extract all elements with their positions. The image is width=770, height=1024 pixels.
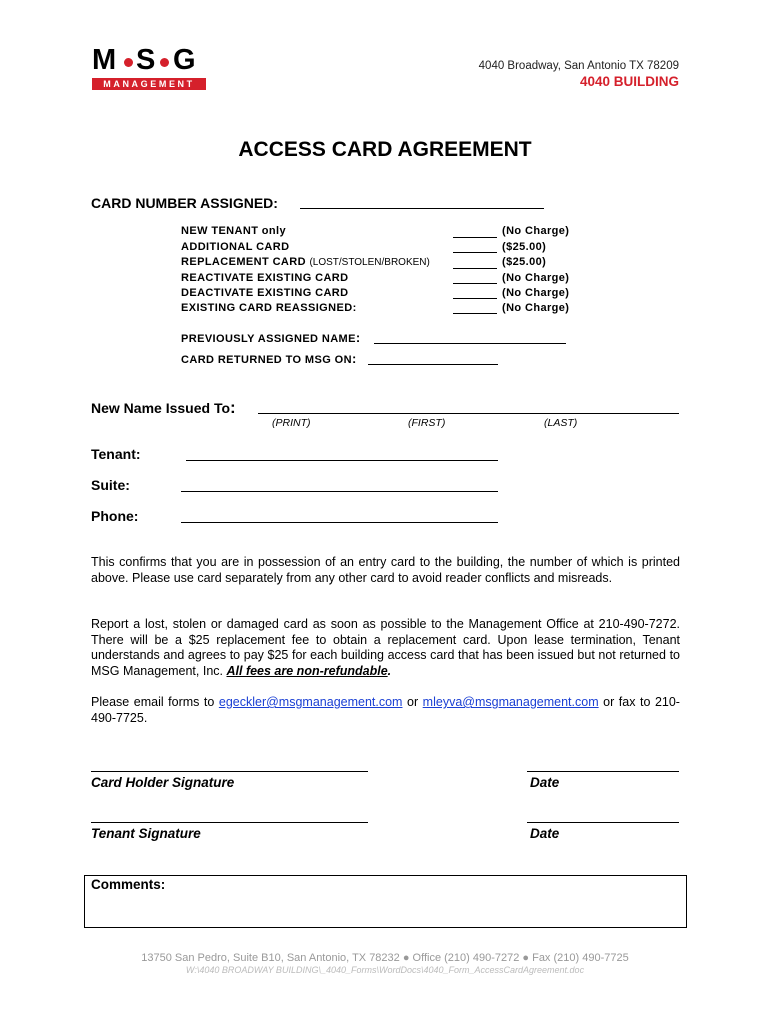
card-holder-signature-label: Card Holder Signature xyxy=(91,775,235,790)
new-name-print-hint: (PRINT) xyxy=(272,417,311,429)
date-line-2[interactable] xyxy=(527,822,679,823)
suite-line[interactable] xyxy=(181,491,498,492)
price-reassigned: (No Charge) xyxy=(502,302,570,314)
logo-dot xyxy=(124,58,133,67)
logo-dot xyxy=(160,58,169,67)
paragraph-possession: This confirms that you are in possession of an entry card to the building, the number of which is printed above. Please use card separately from any other card to avoid reader conflicts and misreads. xyxy=(91,555,680,585)
footer-address: 13750 San Pedro, Suite B10, San Antonio, TX 78232 ● Office (210) 490-7272 ● Fax (210) 490-7725 xyxy=(141,952,629,964)
email-link-egeckler[interactable]: egeckler@msgmanagement.com xyxy=(218,695,403,709)
option-reactivate: REACTIVATE EXISTING CARD xyxy=(181,272,349,284)
date-label-1: Date xyxy=(530,775,560,790)
msg-logo xyxy=(92,44,206,89)
date-label-2: Date xyxy=(530,826,560,841)
logo-letter-s: S xyxy=(136,44,156,76)
tenant-signature-label: Tenant Signature xyxy=(91,826,201,841)
option-blank-deactivate[interactable] xyxy=(453,298,497,299)
email-link-mleyva[interactable]: mleyva@msgmanagement.com xyxy=(422,695,599,709)
header-address: 4040 Broadway, San Antonio TX 78209 xyxy=(478,60,679,72)
comments-box[interactable] xyxy=(84,875,687,928)
option-reassigned: EXISTING CARD REASSIGNED: xyxy=(181,302,357,314)
price-deactivate: (No Charge) xyxy=(502,287,570,299)
phone-line[interactable] xyxy=(181,522,498,523)
new-name-last-hint: (LAST) xyxy=(544,417,578,429)
tenant-signature-line[interactable] xyxy=(91,822,368,823)
option-blank-new-tenant[interactable] xyxy=(453,237,497,238)
new-name-first-hint: (FIRST) xyxy=(408,417,446,429)
suite-label: Suite: xyxy=(91,477,130,493)
option-blank-replacement[interactable] xyxy=(453,268,497,269)
fees-non-refundable: All fees are non-refundable xyxy=(226,663,388,678)
phone-label: Phone: xyxy=(91,508,139,524)
card-holder-signature-line[interactable] xyxy=(91,771,368,772)
option-blank-reactivate[interactable] xyxy=(453,283,497,284)
comments-label: Comments: xyxy=(91,877,166,892)
card-returned-label: CARD RETURNED TO MSG ON: xyxy=(181,351,357,366)
header-building: 4040 BUILDING xyxy=(579,74,679,89)
price-additional: ($25.00) xyxy=(502,241,547,253)
logo-band: MANAGEMENT xyxy=(92,78,206,90)
option-new-tenant: NEW TENANT only xyxy=(181,225,286,237)
option-additional-card: ADDITIONAL CARD xyxy=(181,241,290,253)
option-deactivate: DEACTIVATE EXISTING CARD xyxy=(181,287,349,299)
card-number-line[interactable] xyxy=(300,208,544,209)
new-name-label: New Name Issued To: xyxy=(91,398,236,417)
price-reactivate: (No Charge) xyxy=(502,272,570,284)
logo-letter-g: G xyxy=(173,44,196,76)
paragraph-email: Please email forms to egeckler@msgmanagement.com or mleyva@msgmanagement.com or fax to 210-490-7725. xyxy=(91,695,680,725)
previously-assigned-label: PREVIOUSLY ASSIGNED NAME: xyxy=(181,330,361,345)
previously-assigned-line[interactable] xyxy=(374,343,566,344)
footer-file-path: W:\4040 BROADWAY BUILDING\_4040_Forms\WordDocs\4040_Form_AccessCardAgreement.doc xyxy=(185,965,585,975)
paragraph-lost-card: Report a lost, stolen or damaged card as soon as possible to the Management Office at 210-490-7272. There will be a $25 replacement fee to obtain a replacement card. Upon lease termination, Tenant understands and agrees to pay $25 for each building access card that has been issued but not returned to MSG Management, Inc. All fees are non-refundable. xyxy=(91,617,680,678)
option-replacement-card: REPLACEMENT CARD (LOST/STOLEN/BROKEN) xyxy=(181,256,430,268)
option-blank-reassigned[interactable] xyxy=(453,313,497,314)
option-blank-additional[interactable] xyxy=(453,252,497,253)
card-number-label: CARD NUMBER ASSIGNED: xyxy=(91,195,278,211)
price-new-tenant: (No Charge) xyxy=(502,225,570,237)
tenant-line[interactable] xyxy=(186,460,498,461)
logo-letter-m: M xyxy=(92,44,117,76)
card-returned-line[interactable] xyxy=(368,364,498,365)
new-name-line[interactable] xyxy=(258,413,679,414)
page-title: ACCESS CARD AGREEMENT xyxy=(238,138,532,161)
price-replacement: ($25.00) xyxy=(502,256,547,268)
date-line-1[interactable] xyxy=(527,771,679,772)
tenant-label: Tenant: xyxy=(91,446,141,462)
